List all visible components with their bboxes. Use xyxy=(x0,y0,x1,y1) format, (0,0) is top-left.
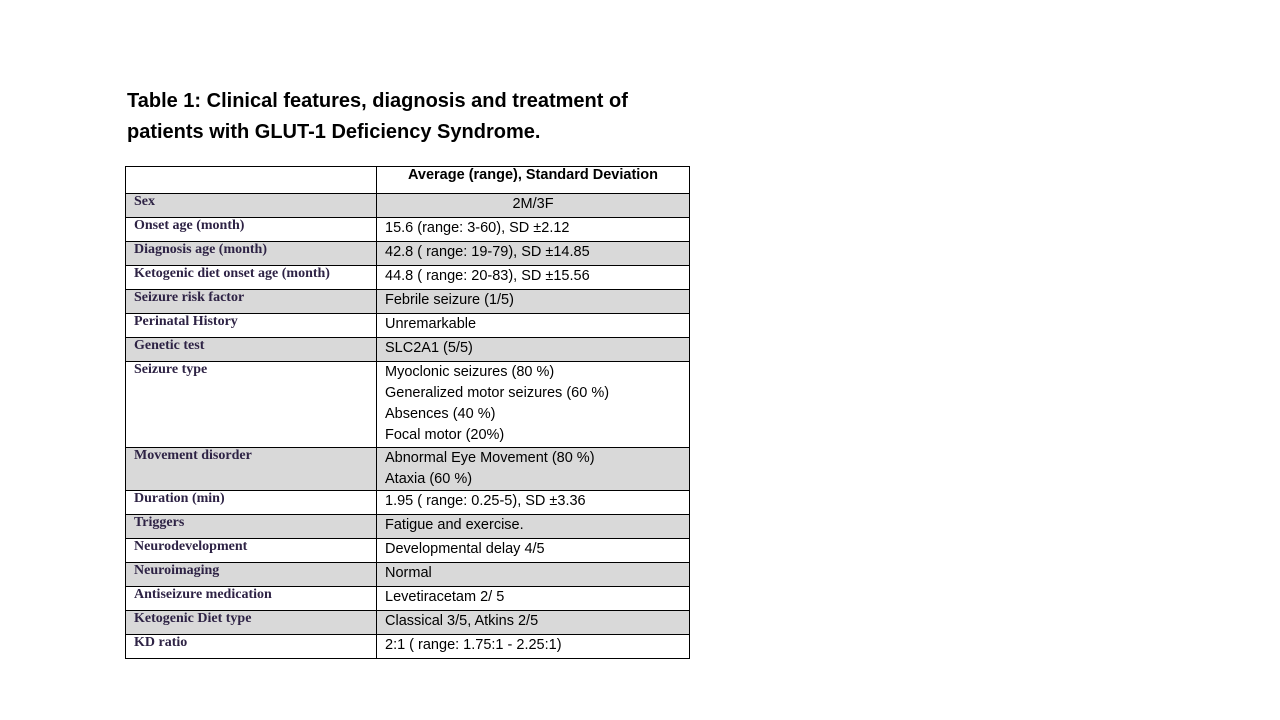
value-cell: Normal xyxy=(377,563,690,587)
table-row xyxy=(126,338,690,362)
table-title xyxy=(127,86,687,148)
feature-cell: Triggers xyxy=(126,515,377,539)
clinical-features-table xyxy=(125,166,690,659)
table-row xyxy=(126,563,690,587)
table-row xyxy=(126,194,690,218)
table-row xyxy=(126,242,690,266)
table-row xyxy=(126,539,690,563)
value-cell xyxy=(377,362,690,448)
table-row xyxy=(126,491,690,515)
feature-cell: Neuroimaging xyxy=(126,563,377,587)
feature-cell: Seizure risk factor xyxy=(126,290,377,314)
table-row xyxy=(126,266,690,290)
value-line: Abnormal Eye Movement (80 %) xyxy=(385,450,595,466)
value-line: Absences (40 %) xyxy=(385,406,496,422)
value-line: Focal motor (20%) xyxy=(385,427,505,443)
value-line: Generalized motor seizures (60 %) xyxy=(385,385,610,401)
feature-cell: Diagnosis age (month) xyxy=(126,242,377,266)
value-cell: 2:1 ( range: 1.75:1 - 2.25:1) xyxy=(377,635,690,659)
value-line: Myoclonic seizures (80 %) xyxy=(385,364,555,380)
value-cell: 15.6 (range: 3-60), SD ±2.12 xyxy=(377,218,690,242)
feature-cell: Sex xyxy=(126,194,377,218)
value-cell: 44.8 ( range: 20-83), SD ±15.56 xyxy=(377,266,690,290)
table-row xyxy=(126,587,690,611)
table-header-row xyxy=(126,167,690,194)
table-row xyxy=(126,611,690,635)
feature-cell: Perinatal History xyxy=(126,314,377,338)
feature-cell: Seizure type xyxy=(126,362,377,448)
table-row xyxy=(126,218,690,242)
value-cell: 42.8 ( range: 19-79), SD ±14.85 xyxy=(377,242,690,266)
feature-cell: Ketogenic diet onset age (month) xyxy=(126,266,377,290)
value-cell: Developmental delay 4/5 xyxy=(377,539,690,563)
table-row xyxy=(126,635,690,659)
table-row xyxy=(126,290,690,314)
value-cell: Classical 3/5, Atkins 2/5 xyxy=(377,611,690,635)
value-cell xyxy=(377,448,690,491)
value-cell: Febrile seizure (1/5) xyxy=(377,290,690,314)
value-cell: 2M/3F xyxy=(377,194,690,218)
value-cell: SLC2A1 (5/5) xyxy=(377,338,690,362)
table-row xyxy=(126,362,690,448)
header-cell-feature xyxy=(126,167,377,194)
feature-cell: Ketogenic Diet type xyxy=(126,611,377,635)
table-title-line-2: patients with GLUT-1 Deficiency Syndrome. xyxy=(127,121,541,143)
feature-cell: Antiseizure medication xyxy=(126,587,377,611)
header-cell-average: Average (range), Standard Deviation xyxy=(377,167,690,194)
feature-cell: Genetic test xyxy=(126,338,377,362)
feature-cell: Neurodevelopment xyxy=(126,539,377,563)
feature-cell: KD ratio xyxy=(126,635,377,659)
feature-cell: Onset age (month) xyxy=(126,218,377,242)
table-row xyxy=(126,515,690,539)
table-row xyxy=(126,448,690,491)
table-row xyxy=(126,314,690,338)
value-cell: 1.95 ( range: 0.25-5), SD ±3.36 xyxy=(377,491,690,515)
table-title-line-1: Table 1: Clinical features, diagnosis and treatment of xyxy=(127,90,628,112)
value-cell: Levetiracetam 2/ 5 xyxy=(377,587,690,611)
value-line: Ataxia (60 %) xyxy=(385,471,473,487)
value-cell: Fatigue and exercise. xyxy=(377,515,690,539)
feature-cell: Movement disorder xyxy=(126,448,377,491)
feature-cell: Duration (min) xyxy=(126,491,377,515)
value-cell: Unremarkable xyxy=(377,314,690,338)
